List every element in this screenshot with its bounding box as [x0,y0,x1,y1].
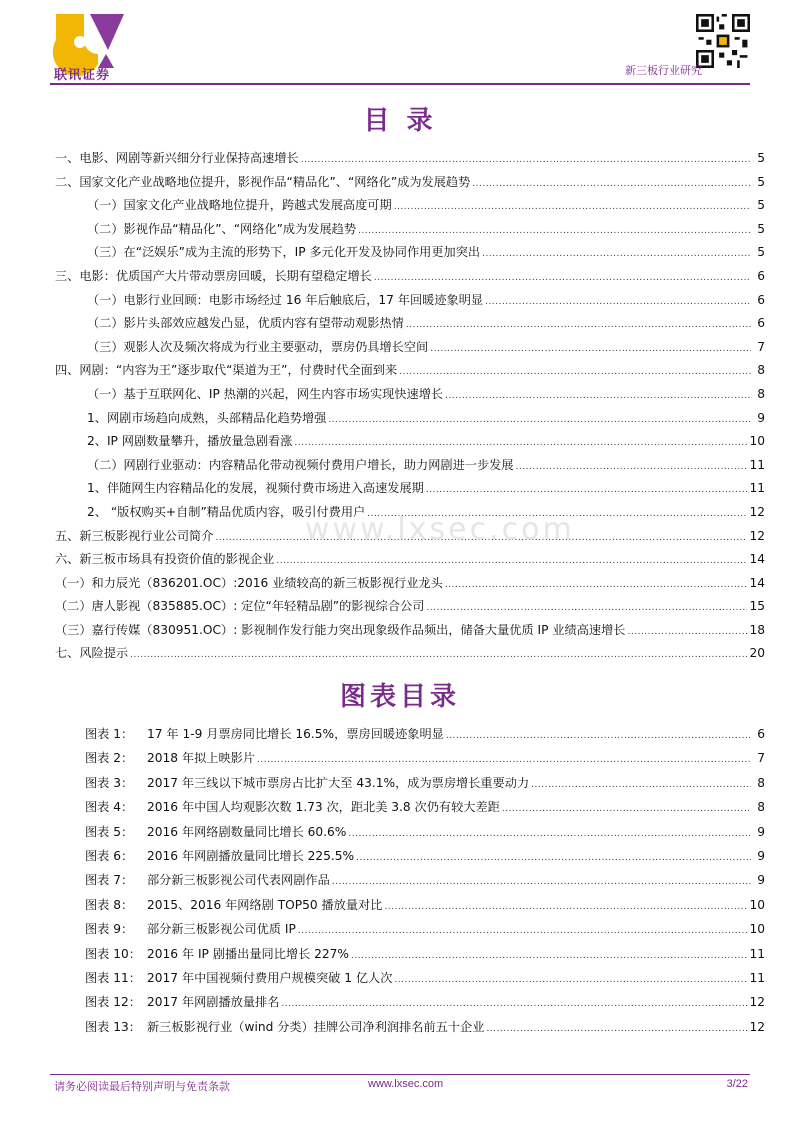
toc-entry-title: （三）在“泛娱乐”成为主流的形势下，IP 多元化开发及协同作用更加突出 [87,245,481,260]
toc-entry[interactable] [55,336,765,360]
toc-entry[interactable] [55,454,765,478]
figure-entry-number: 图表 13： [85,1019,141,1034]
toc-title: 目 录 [363,106,437,136]
figure-entry-number: 图表 8： [85,897,134,912]
toc-entry-page: 6 [757,292,765,307]
toc-entry-page: 5 [757,198,765,213]
toc-entry-page: 12 [749,504,765,519]
toc-entry-page: 10 [749,434,765,449]
figure-entry-page: 11 [749,970,765,985]
toc-entry-title: （一）基于互联网化、IP 热潮的兴起，网生内容市场实现快速增长 [87,386,444,401]
toc-entry-title: （一）电影行业回顾：电影市场经过 16 年后触底后，17 年回暖迹象明显 [87,292,484,307]
figure-entry-number: 图表 5： [85,824,134,839]
toc-entry[interactable] [55,194,765,218]
logo-text: 联讯证券 [54,68,111,83]
toc-entry-title: （一）和力辰光（836201.OC）:2016 业绩较高的新三板影视行业龙头 [55,575,443,590]
figure-entry[interactable] [85,795,765,819]
toc-dot-leader [445,574,748,598]
figure-entry-number: 图表 4： [85,800,134,815]
figure-entry-page: 6 [757,727,765,741]
toc-entry-title: 1、网剧市场趋向成熟，头部精品化趋势增强 [87,410,327,425]
toc-entry[interactable] [55,218,765,242]
toc-dot-leader [399,361,751,385]
footer-disclaimer: 请务必阅读最后特别声明与免责条款 [54,1080,230,1093]
toc-entry[interactable] [55,548,765,572]
toc-dot-leader [276,550,747,574]
toc-entry-page: 14 [749,552,765,567]
figure-dot-leader [486,1017,747,1041]
toc-dot-leader [130,644,747,668]
figure-entry-title: 2016 年 IP 剧播出量同比增长 227% [147,946,349,961]
figure-entry-page: 12 [749,1019,765,1034]
figure-dot-leader [531,773,751,797]
toc-entry-title: （二）网剧行业驱动：内容精品化带动视频付费用户增长，助力网剧进一步发展 [87,457,514,472]
toc-entry-page: 5 [757,245,765,260]
toc-entry-page: 6 [757,316,765,331]
toc-dot-leader [301,149,751,173]
toc-entry[interactable] [55,265,765,289]
toc-entry[interactable] [55,383,765,407]
toc-entry-title: （一）国家文化产业战略地位提升，跨越式发展高度可期 [87,198,392,213]
figure-entry-number: 图表 6： [85,848,134,863]
figure-entry[interactable] [85,942,765,966]
figure-dot-leader [332,870,751,894]
toc-entry-page: 15 [749,599,765,614]
figure-entry[interactable] [85,746,765,770]
toc-dot-leader [374,267,751,291]
toc-entry-page: 6 [757,268,765,283]
toc-dot-leader [328,409,751,433]
toc-entry-page: 11 [749,481,765,496]
figure-entry-page: 10 [749,922,765,937]
figure-dot-leader [348,822,751,846]
figure-entry-title: 2018 年拟上映影片 [147,751,256,766]
toc-dot-leader [294,432,747,456]
figure-entry-number: 图表 7： [85,873,134,888]
figure-entry[interactable] [85,893,765,917]
figure-dot-leader [351,944,747,968]
figure-entry-page: 9 [757,848,765,863]
toc-entry[interactable] [55,147,765,171]
toc-entry[interactable] [55,642,765,666]
footer-divider [50,1074,750,1075]
figure-entry-title: 2017 年中国视频付费用户规模突破 1 亿人次 [147,970,393,985]
figure-entry[interactable] [85,868,765,892]
figure-entry-number: 图表 1： [85,727,134,741]
toc-dot-leader [426,597,747,621]
figure-dot-leader [356,846,751,870]
toc-entry-page: 7 [757,339,765,354]
figure-dot-leader [281,992,747,1016]
page-header [0,0,800,86]
figure-entry[interactable] [85,820,765,844]
figure-entry-number: 图表 11： [85,970,141,985]
figure-entry-title: 2015、2016 年网络剧 TOP50 播放量对比 [147,897,383,912]
figure-entry-title: 2016 年网剧播放量同比增长 225.5% [147,848,355,863]
toc-entry-title: 一、电影、网剧等新兴细分行业保持高速增长 [55,151,299,165]
toc-entry[interactable] [55,171,765,195]
toc-entry[interactable] [55,312,765,336]
toc-entry-page: 5 [757,151,765,165]
toc-dot-leader [358,220,751,244]
toc-entry[interactable] [55,430,765,454]
figure-entry-page: 9 [757,824,765,839]
figure-entry-number: 图表 12： [85,995,141,1010]
figure-entry[interactable] [85,771,765,795]
toc-entry-title: （二）影视作品“精品化”、“网络化”成为发展趋势 [87,221,357,236]
toc-entry-page: 20 [749,646,765,661]
figure-entry-page: 7 [757,751,765,766]
toc-entry-title: 2、IP 网剧数量攀升，播放量急剧看涨 [87,434,293,449]
figure-dot-leader [446,724,751,748]
figure-entry-number: 图表 2： [85,751,134,766]
figure-entry[interactable] [85,917,765,941]
toc-entry-title: （二）唐人影视（835885.OC）: 定位“年轻精品剧”的影视综合公司 [55,599,425,614]
toc-entry[interactable] [55,619,765,643]
figure-entry[interactable] [85,1015,765,1039]
toc-entry-page: 12 [749,528,765,543]
toc-entry-title: 二、国家文化产业战略地位提升，影视作品“精品化”、“网络化”成为发展趋势 [55,174,471,189]
toc-dot-leader [394,196,751,220]
figure-entry-title: 2017 年网剧播放量排名 [147,995,280,1010]
figure-entry-title: 2017 年三线以下城市票房占比扩大至 43.1%，成为票房增长重要动力 [147,775,530,790]
figure-list [85,722,765,1039]
figure-entry-title: 2016 年网络剧数量同比增长 60.6% [147,824,347,839]
toc-entry[interactable] [55,595,765,619]
toc-entry[interactable] [55,572,765,596]
toc-dot-leader [516,456,748,480]
figure-entry-title: 部分新三板影视公司优质 IP [147,922,296,937]
toc-dot-leader [406,314,751,338]
toc-dot-leader [628,621,748,645]
toc-entry-title: 2、 “版权购买+自制”精品优质内容，吸引付费用户 [87,504,366,519]
toc-dot-leader [430,338,751,362]
toc-dot-leader [445,385,751,409]
toc-entry-title: 1、伴随网生内容精品化的发展，视频付费市场进入高速发展期 [87,481,424,496]
toc-dot-leader [472,173,751,197]
footer-website-link[interactable]: www.lxsec.com [368,1078,444,1090]
figure-dot-leader [502,797,751,821]
toc-entry-page: 18 [749,622,765,637]
figure-entry-page: 9 [757,873,765,888]
figure-entry-number: 图表 3： [85,775,134,790]
figure-entry-page: 12 [749,995,765,1010]
figure-dot-leader [384,895,747,919]
figure-entry[interactable] [85,722,765,746]
toc-dot-leader [482,243,751,267]
toc-entry[interactable] [55,359,765,383]
toc-entry-page: 8 [757,386,765,401]
figure-entry-page: 8 [757,775,765,790]
toc-entry-title: 五、新三板影视行业公司简介 [55,528,214,543]
qr-code-icon [696,14,750,68]
figure-entry-page: 10 [749,897,765,912]
page-number: 3/22 [726,1078,748,1090]
toc-entry-title: （二）影片头部效应越发凸显，优质内容有望带动观影热情 [87,316,404,331]
figure-dot-leader [394,968,747,992]
toc-dot-leader [426,479,748,503]
figure-list-title: 图表目录 [339,682,460,712]
figure-entry-title: 2016 年中国人均观影次数 1.73 次，距北美 3.8 次仍有较大差距 [147,800,500,815]
figure-entry-number: 图表 10： [85,946,141,961]
toc-entry-page: 9 [757,410,765,425]
figure-entry-page: 11 [749,946,765,961]
toc-entry-page: 14 [749,575,765,590]
header-divider [50,83,750,85]
toc-entry-page: 5 [757,221,765,236]
toc-entry[interactable] [55,241,765,265]
figure-entry-number: 图表 9： [85,922,134,937]
figure-entry-title: 17 年 1-9 月票房同比增长 16.5%，票房回暖迹象明显 [147,727,444,741]
figure-entry-title: 新三板影视行业（wind 分类）挂牌公司净利润排名前五十企业 [147,1019,485,1034]
toc-entry-title: 六、新三板市场具有投资价值的影视企业 [55,552,275,567]
toc-entry-title: 三、电影：优质国产大片带动票房回暖，长期有望稳定增长 [55,268,372,283]
toc-dot-leader [485,291,751,315]
toc-entry[interactable] [55,289,765,313]
figure-entry-title: 部分新三板影视公司代表网剧作品 [147,873,330,888]
table-of-contents [55,147,765,666]
toc-entry-page: 11 [749,457,765,472]
toc-entry-title: 四、网剧：“内容为王”逐步取代“渠道为王”，付费时代全面到来 [55,363,398,378]
watermark: www.lxsec.com [305,512,575,547]
toc-entry-page: 8 [757,363,765,378]
toc-entry-title: 七、风险提示 [55,646,129,661]
figure-entry[interactable] [85,990,765,1014]
figure-entry-page: 8 [757,800,765,815]
toc-entry[interactable] [55,477,765,501]
report-type-label: 新三板行业研究 [625,64,702,77]
figure-dot-leader [298,919,748,943]
toc-entry-title: （三）观影人次及频次将成为行业主要驱动，票房仍具增长空间 [87,339,429,354]
toc-entry-page: 5 [757,174,765,189]
figure-entry[interactable] [85,844,765,868]
toc-entry-title: （三）嘉行传媒（830951.OC）: 影视制作发行能力突出现象级作品频出，储备大量优质 IP 业绩高速增长 [55,622,626,637]
figure-entry[interactable] [85,966,765,990]
figure-dot-leader [257,748,751,772]
toc-entry[interactable] [55,407,765,431]
